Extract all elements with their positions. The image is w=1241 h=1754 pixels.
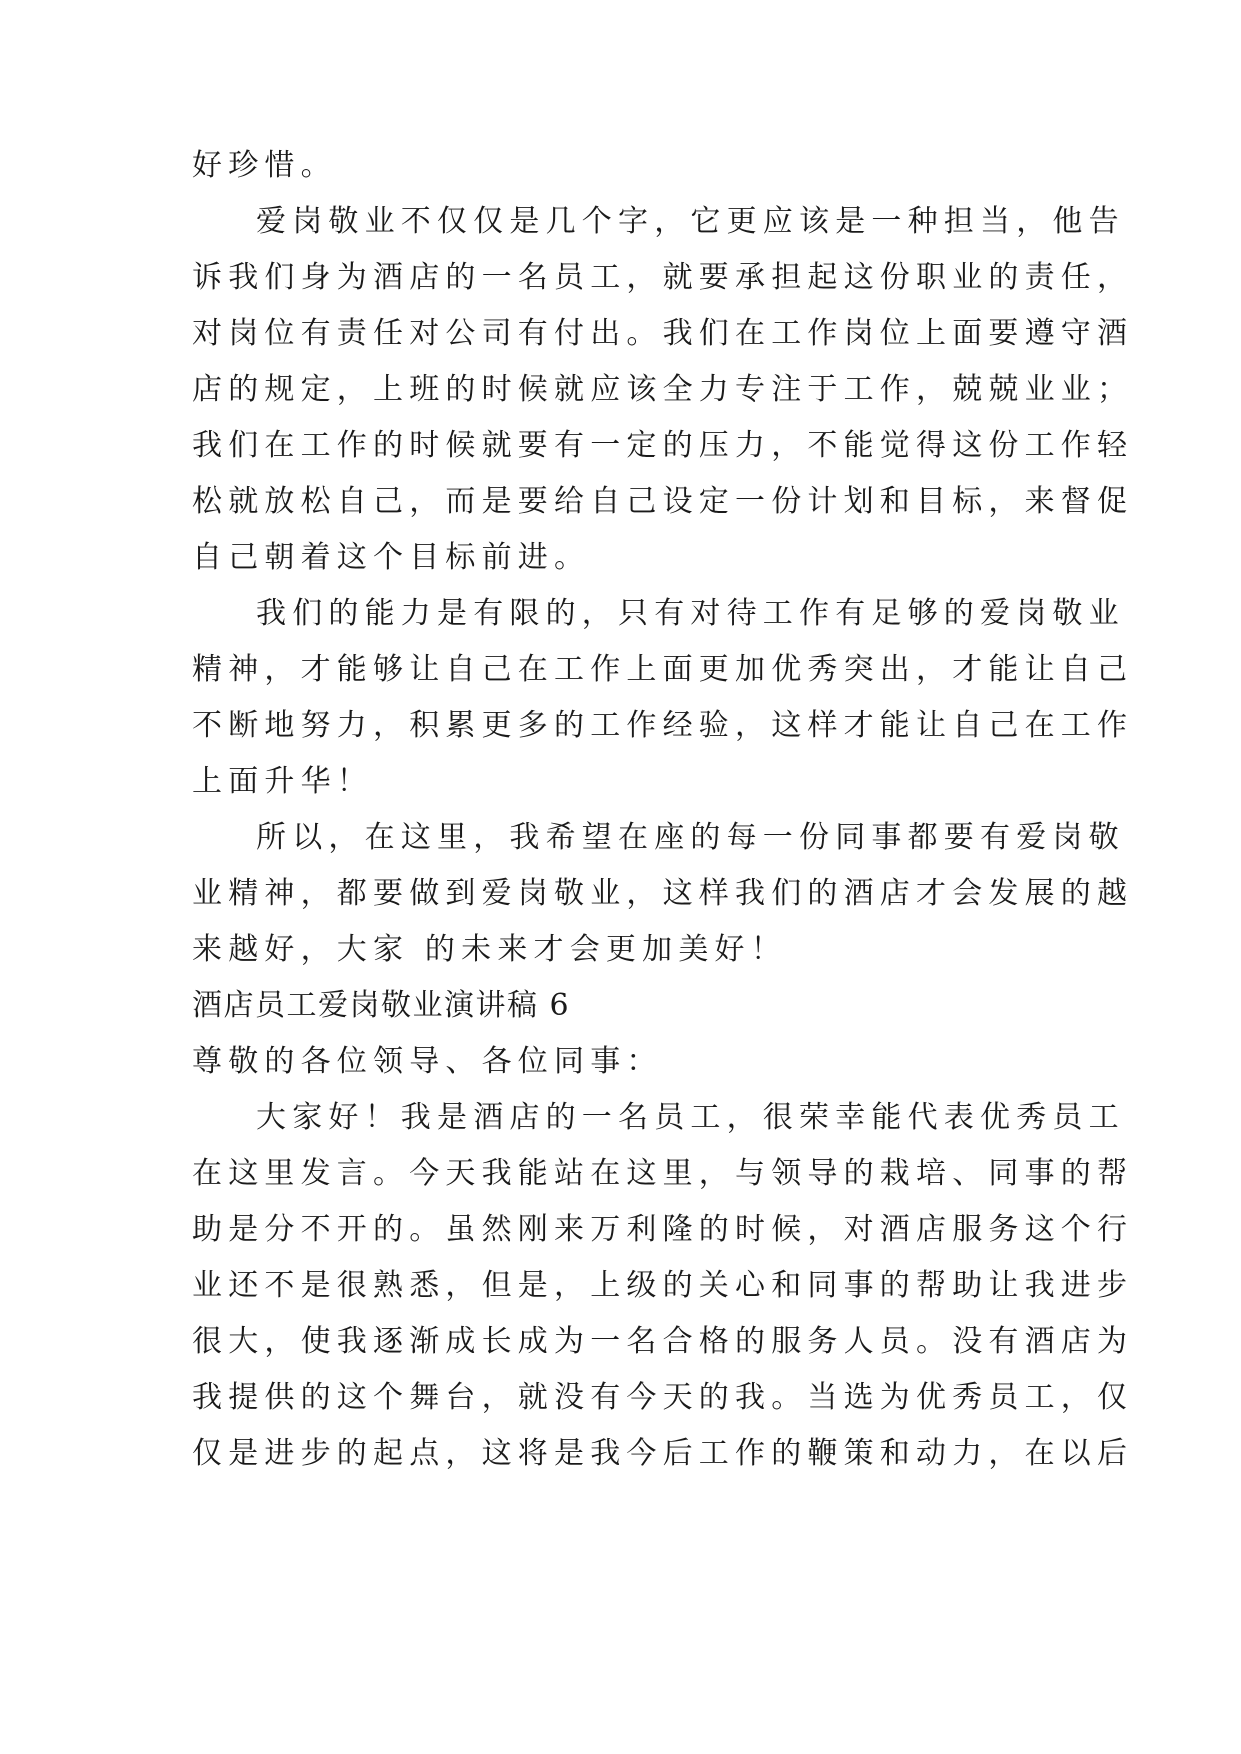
text-line-3: 诉我们身为酒店的一名员工，就要承担起这份职业的责任， xyxy=(192,260,1134,295)
section-title: 酒店员工爱岗敬业演讲稿 6 xyxy=(192,988,571,1023)
paragraph-start-line-18: 大家好！我是酒店的一名员工，很荣幸能代表优秀员工 xyxy=(256,1100,1125,1135)
text-line-23: 我提供的这个舞台，就没有今天的我。当选为优秀员工，仅 xyxy=(192,1380,1134,1415)
text-line-12: 上面升华！ xyxy=(192,764,373,799)
text-line-21: 业还不是很熟悉，但是，上级的关心和同事的帮助让我进步 xyxy=(192,1268,1134,1303)
text-line-14: 业精神，都要做到爱岗敬业，这样我们的酒店才会发展的越 xyxy=(192,876,1134,911)
paragraph-start-line-2: 爱岗敬业不仅仅是几个字，它更应该是一种担当，他告 xyxy=(256,204,1125,239)
salutation-line: 尊敬的各位领导、各位同事： xyxy=(192,1044,663,1079)
text-line-5: 店的规定，上班的时候就应该全力专注于工作，兢兢业业； xyxy=(192,372,1134,407)
text-line-20: 助是分不开的。虽然刚来万利隆的时候，对酒店服务这个行 xyxy=(192,1212,1134,1247)
text-line-15: 来越好，大家 的未来才会更加美好！ xyxy=(192,932,787,967)
text-line-11: 不断地努力，积累更多的工作经验，这样才能让自己在工作 xyxy=(192,708,1134,743)
text-line-4: 对岗位有责任对公司有付出。我们在工作岗位上面要遵守酒 xyxy=(192,316,1134,351)
text-line-6: 我们在工作的时候就要有一定的压力，不能觉得这份工作轻 xyxy=(192,428,1134,463)
text-line-7: 松就放松自己，而是要给自己设定一份计划和目标，来督促 xyxy=(192,484,1134,519)
paragraph-start-line-9: 我们的能力是有限的，只有对待工作有足够的爱岗敬业 xyxy=(256,596,1125,631)
text-line-1: 好珍惜。 xyxy=(192,148,337,183)
paragraph-start-line-13: 所以，在这里，我希望在座的每一份同事都要有爱岗敬 xyxy=(256,820,1125,855)
text-line-22: 很大，使我逐渐成长成为一名合格的服务人员。没有酒店为 xyxy=(192,1324,1134,1359)
text-line-24: 仅是进步的起点，这将是我今后工作的鞭策和动力，在以后 xyxy=(192,1436,1134,1471)
text-line-10: 精神，才能够让自己在工作上面更加优秀突出，才能让自己 xyxy=(192,652,1134,687)
text-line-19: 在这里发言。今天我能站在这里，与领导的栽培、同事的帮 xyxy=(192,1156,1134,1191)
text-line-8: 自己朝着这个目标前进。 xyxy=(192,540,591,575)
